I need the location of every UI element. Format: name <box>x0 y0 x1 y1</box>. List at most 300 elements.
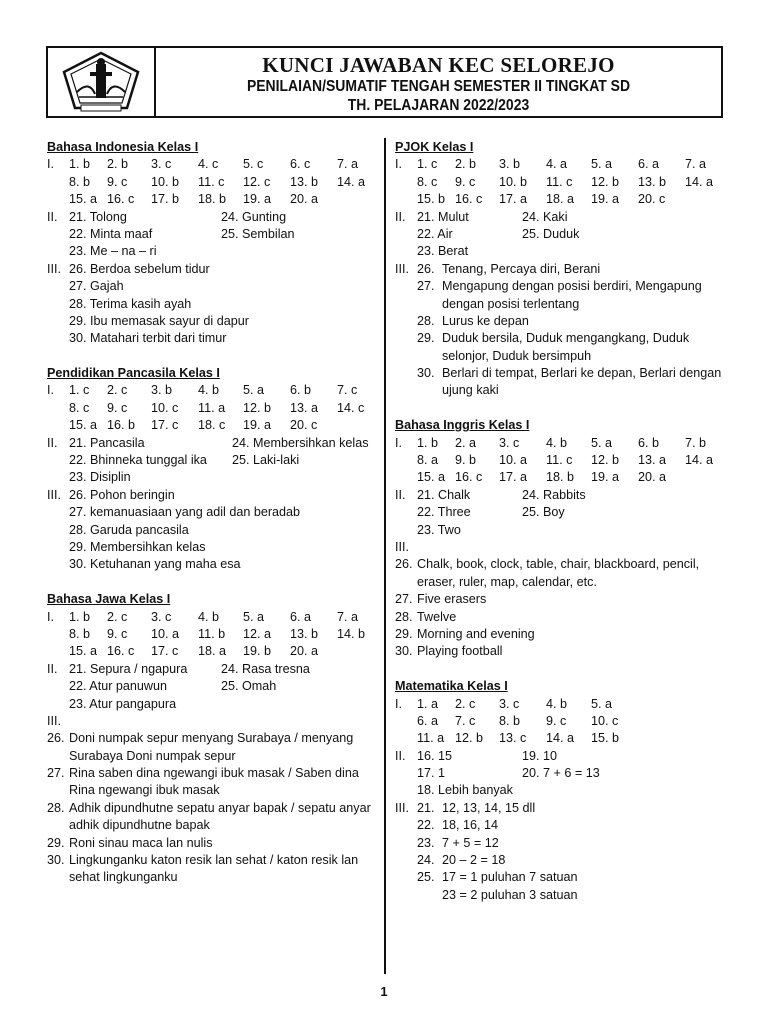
column-divider <box>384 138 386 974</box>
answer-text: 29. Ibu memasak sayur di dapur <box>69 313 249 328</box>
answer-line <box>395 382 725 399</box>
answer-cell: 7. c <box>337 383 358 398</box>
document-header <box>46 46 723 118</box>
answer-line <box>395 748 725 765</box>
answer-cell: 19. a <box>243 192 272 207</box>
answer-line <box>47 713 377 730</box>
roman-numeral: II. <box>47 209 58 224</box>
answer-text: 24. <box>417 853 435 868</box>
answer-line <box>47 782 377 799</box>
answer-cell: 9. c <box>546 713 567 728</box>
answer-cell: 9. c <box>455 174 476 189</box>
answer-text: 22. Three <box>417 505 471 520</box>
answer-cell: 12. b <box>455 731 484 746</box>
answer-cell: 17. c <box>151 418 179 433</box>
answer-cell: 12. b <box>243 400 272 415</box>
answer-text: 7 + 5 = 12 <box>442 835 499 850</box>
answer-cell: 6. a <box>290 609 312 624</box>
answer-cell: 3. c <box>151 157 172 172</box>
answer-text: 23. Disiplin <box>69 470 131 485</box>
answer-cell: 4. b <box>546 435 568 450</box>
answer-text: 25. Duduk <box>522 226 580 241</box>
section-title: PJOK Kelas I <box>395 140 474 154</box>
logo-cell <box>48 48 156 116</box>
answer-cell: 4. b <box>198 383 220 398</box>
answer-line <box>47 661 377 678</box>
section-title: Bahasa Jawa Kelas I <box>47 592 171 607</box>
answer-text: 26. Berdoa sebelum tidur <box>69 261 210 276</box>
answer-cell: 6. b <box>638 435 660 450</box>
answer-text: Five erasers <box>417 592 487 607</box>
answer-text: 28. <box>395 609 413 624</box>
section-title: Pendidikan Pancasila Kelas I <box>47 366 220 381</box>
answer-cell: 3. c <box>499 696 520 711</box>
answer-cell: 8. b <box>69 626 91 641</box>
answer-cell: 12. b <box>591 453 620 468</box>
answer-text: 29. Membersihkan kelas <box>69 539 206 554</box>
answer-text: dengan posisi terlentang <box>442 296 580 311</box>
answer-cell: 6. a <box>638 157 660 172</box>
answer-line <box>47 226 377 243</box>
answer-line <box>395 852 725 869</box>
answer-text: adhik dipundhutne bapak <box>69 818 210 833</box>
answer-cell: 9. c <box>107 174 128 189</box>
answer-cell: 18. c <box>198 418 226 433</box>
answer-text: 18, 16, 14 <box>442 818 499 833</box>
answer-text: 24. Membersihkan kelas <box>232 435 369 450</box>
answer-text: 26. <box>47 731 65 746</box>
answer-text: 23. <box>417 835 435 850</box>
answer-cell: 11. a <box>417 731 445 746</box>
answer-text: Lingkunganku katon resik lan sehat / katon resik lan <box>69 853 359 868</box>
answer-text: Roni sinau maca lan nulis <box>69 835 213 850</box>
answer-line <box>395 835 725 852</box>
answer-text: 12, 13, 14, 15 dll <box>442 800 536 815</box>
answer-line <box>395 869 725 886</box>
answer-text: 28. Terima kasih ayah <box>69 296 192 311</box>
answer-line <box>47 400 377 417</box>
answer-text: 27. <box>47 766 65 781</box>
answer-text: 20 – 2 = 18 <box>442 853 506 868</box>
answer-line <box>47 852 377 869</box>
right-column <box>395 139 725 904</box>
answer-cell: 10. b <box>499 174 528 189</box>
answer-cell: 17. b <box>151 192 180 207</box>
answer-text: 30. <box>417 366 435 381</box>
answer-cell: 16. c <box>455 192 483 207</box>
answer-cell: 17. a <box>499 192 528 207</box>
answer-line <box>395 209 725 226</box>
answer-text: 30. <box>47 853 65 868</box>
answer-text: 22. <box>417 818 435 833</box>
answer-text: 29. <box>395 626 413 641</box>
answer-cell: 13. c <box>499 731 527 746</box>
answer-line <box>395 817 725 834</box>
answer-line <box>395 713 725 730</box>
academic-year: TH. PELAJARAN 2022/2023 <box>347 97 530 114</box>
answer-cell: 2. b <box>455 157 477 172</box>
answer-text: 30. Ketuhanan yang maha esa <box>69 557 241 572</box>
answer-line <box>47 156 377 173</box>
answer-text: 30. <box>395 644 413 659</box>
answer-line <box>47 643 377 660</box>
answer-cell: 20. a <box>638 470 667 485</box>
answer-text: Lurus ke depan <box>442 313 529 328</box>
answer-line <box>395 504 725 521</box>
answer-cell: 15. b <box>591 731 620 746</box>
section-spacer <box>395 661 725 678</box>
answer-text: 26. <box>395 557 413 572</box>
answer-cell: 13. a <box>290 400 319 415</box>
answer-cell: 15. a <box>69 644 98 659</box>
answer-text: 22. Bhinneka tunggal ika <box>69 453 207 468</box>
answer-text: Twelve <box>417 609 457 624</box>
answer-text: 22. Minta maaf <box>69 226 153 241</box>
answer-line <box>47 556 377 573</box>
answer-cell: 5. a <box>591 696 613 711</box>
roman-numeral: III. <box>47 487 61 502</box>
answer-line <box>47 748 377 765</box>
answer-cell: 18. a <box>546 192 575 207</box>
answer-line <box>47 209 377 226</box>
roman-numeral: I. <box>395 435 402 450</box>
answer-cell: 4. b <box>198 609 220 624</box>
answer-cell: 17. c <box>151 644 179 659</box>
answer-cell: 2. c <box>455 696 476 711</box>
answer-cell: 8. a <box>417 453 439 468</box>
answer-text: Chalk, book, clock, table, chair, blackboard, pencil, <box>417 557 700 572</box>
answer-line <box>395 348 725 365</box>
answer-line <box>395 522 725 539</box>
answer-cell: 4. b <box>546 696 568 711</box>
answer-cell: 2. a <box>455 435 477 450</box>
answer-line <box>395 696 725 713</box>
answer-cell: 16. c <box>107 192 135 207</box>
answer-text: 18. Lebih banyak <box>417 783 513 798</box>
answer-cell: 19. a <box>591 470 620 485</box>
answer-text: selonjor, Duduk bersimpuh <box>442 348 592 363</box>
answer-cell: 8. c <box>417 174 438 189</box>
answer-line <box>47 330 377 347</box>
answer-cell: 10. c <box>591 713 619 728</box>
roman-numeral: III. <box>395 539 409 554</box>
answer-cell: 11. c <box>546 453 573 468</box>
answer-line <box>395 330 725 347</box>
answer-line <box>395 191 725 208</box>
answer-line <box>47 313 377 330</box>
answer-cell: 7. a <box>337 609 359 624</box>
answer-text: Rina ngewangi ibuk masak <box>69 783 220 798</box>
answer-line <box>395 643 725 660</box>
answer-text: 23. Atur pangapura <box>69 696 177 711</box>
answer-cell: 12. a <box>243 626 272 641</box>
answer-text: Doni numpak sepur menyang Surabaya / menyang <box>69 731 354 746</box>
answer-text: Rina saben dina ngewangi ibuk masak / Saben dina <box>69 766 359 781</box>
roman-numeral: I. <box>47 609 54 624</box>
answer-cell: 2. c <box>107 609 128 624</box>
answer-line <box>47 435 377 452</box>
answer-cell: 3. c <box>151 609 172 624</box>
section-title: Bahasa Inggris Kelas I <box>395 418 530 433</box>
answer-line <box>395 296 725 313</box>
answer-line <box>47 678 377 695</box>
answer-cell: 14. c <box>337 400 365 415</box>
answer-cell: 10. b <box>151 174 180 189</box>
answer-text: 25. Sembilan <box>221 226 295 241</box>
answer-line <box>395 539 725 556</box>
answer-cell: 8. b <box>499 713 521 728</box>
answer-text: Tenang, Percaya diri, Berani <box>442 261 601 276</box>
answer-cell: 14. a <box>685 174 714 189</box>
answer-line <box>395 487 725 504</box>
answer-cell: 17. a <box>499 470 528 485</box>
answer-text: Berlari di tempat, Berlari ke depan, Berlari dengan <box>442 366 722 381</box>
answer-cell: 2. c <box>107 383 128 398</box>
answer-cell: 9. c <box>107 400 128 415</box>
answer-cell: 11. a <box>198 400 226 415</box>
answer-cell: 1. c <box>417 157 438 172</box>
answer-line <box>47 417 377 434</box>
answer-text: 24. Gunting <box>221 209 287 224</box>
section-spacer <box>47 348 377 365</box>
answer-text: 23 = 2 puluhan 3 satuan <box>442 887 578 902</box>
answer-cell: 19. a <box>591 192 620 207</box>
answer-text: Playing football <box>417 644 503 659</box>
answer-text: 28. <box>47 800 65 815</box>
answer-cell: 15. b <box>417 192 446 207</box>
answer-cell: 1. c <box>69 383 90 398</box>
answer-line <box>47 730 377 747</box>
answer-line <box>47 800 377 817</box>
roman-numeral: III. <box>395 261 409 276</box>
answer-text: Surabaya Doni numpak sepur <box>69 748 236 763</box>
answer-text: Morning and evening <box>417 626 535 641</box>
district-emblem-icon <box>59 50 143 114</box>
answer-line <box>395 574 725 591</box>
answer-text: 29. <box>417 331 435 346</box>
answer-line <box>47 522 377 539</box>
answer-text: 19. 10 <box>522 748 558 763</box>
answer-line <box>47 539 377 556</box>
answer-cell: 7. a <box>685 157 707 172</box>
answer-cell: 16. c <box>107 644 135 659</box>
answer-cell: 9. b <box>455 453 477 468</box>
answer-text: 25. <box>417 870 435 885</box>
answer-cell: 19. a <box>243 418 272 433</box>
answer-cell: 5. a <box>591 157 613 172</box>
answer-cell: 5. c <box>243 157 264 172</box>
answer-cell: 14. b <box>337 626 366 641</box>
document-title: KUNCI JAWABAN KEC SELOREJO <box>262 53 615 77</box>
answer-cell: 20. c <box>290 418 318 433</box>
answer-cell: 3. c <box>499 435 520 450</box>
answer-cell: 11. c <box>546 174 573 189</box>
answer-cell: 5. a <box>243 609 265 624</box>
answer-text: Adhik dipundhutne sepatu anyar bapak / sepatu anyar <box>69 800 371 815</box>
answer-cell: 10. a <box>151 626 180 641</box>
answer-text: 25. Omah <box>221 679 277 694</box>
answer-cell: 13. b <box>638 174 667 189</box>
answer-cell: 12. b <box>591 174 620 189</box>
answer-cell: 14. a <box>685 453 714 468</box>
left-column <box>47 139 377 887</box>
answer-text: sehat lingkunganku <box>69 870 178 885</box>
answer-text: 21. Mulut <box>417 209 469 224</box>
answer-line <box>47 869 377 886</box>
answer-line <box>47 174 377 191</box>
answer-line <box>395 365 725 382</box>
answer-cell: 11. c <box>198 174 225 189</box>
roman-numeral: I. <box>47 383 54 398</box>
roman-numeral: I. <box>395 696 402 711</box>
answer-cell: 7. c <box>455 713 476 728</box>
answer-cell: 15. a <box>69 192 98 207</box>
answer-text: 23. Berat <box>417 244 469 259</box>
document-subtitle: PENILAIAN/SUMATIF TENGAH SEMESTER II TINGKAT SD <box>246 78 631 95</box>
answer-cell: 8. b <box>69 174 91 189</box>
roman-numeral: III. <box>395 800 409 815</box>
answer-line <box>395 469 725 486</box>
answer-text: 21. Tolong <box>69 209 127 224</box>
answer-text: 24. Kaki <box>522 209 568 224</box>
answer-text: 24. Rabbits <box>522 487 586 502</box>
answer-cell: 5. a <box>591 435 613 450</box>
answer-cell: 3. b <box>151 383 173 398</box>
roman-numeral: I. <box>47 157 54 172</box>
answer-cell: 1. b <box>417 435 439 450</box>
answer-line <box>395 174 725 191</box>
answer-text: 27. Gajah <box>69 279 124 294</box>
section-spacer <box>47 574 377 591</box>
answer-text: 29. <box>47 835 65 850</box>
answer-line <box>395 626 725 643</box>
answer-line <box>395 313 725 330</box>
answer-line <box>47 765 377 782</box>
answer-line <box>47 696 377 713</box>
answer-line <box>47 469 377 486</box>
answer-text: 24. Rasa tresna <box>221 661 310 676</box>
answer-cell: 10. c <box>151 400 179 415</box>
answer-line <box>395 765 725 782</box>
answer-cell: 20. c <box>638 192 666 207</box>
answer-cell: 18. a <box>198 644 227 659</box>
answer-text: 28. <box>417 313 435 328</box>
answer-line <box>395 730 725 747</box>
answer-cell: 12. c <box>243 174 271 189</box>
answer-text: 21. Pancasila <box>69 435 145 450</box>
answer-cell: 14. a <box>546 731 575 746</box>
roman-numeral: II. <box>47 661 58 676</box>
answer-text: ujung kaki <box>442 383 499 398</box>
answer-cell: 7. a <box>337 157 359 172</box>
answer-line <box>47 278 377 295</box>
answer-text: 21. <box>417 800 435 815</box>
answer-text: 27. <box>417 279 435 294</box>
answer-text: 20. 7 + 6 = 13 <box>522 766 600 781</box>
answer-cell: 13. b <box>290 174 319 189</box>
answer-text: 26. <box>417 261 435 276</box>
answer-line <box>47 296 377 313</box>
answer-line <box>395 261 725 278</box>
answer-line <box>395 452 725 469</box>
answer-line <box>47 452 377 469</box>
answer-line <box>47 835 377 852</box>
answer-line <box>395 782 725 799</box>
answer-cell: 16. c <box>455 470 483 485</box>
answer-line <box>47 191 377 208</box>
answer-cell: 3. b <box>499 157 521 172</box>
answer-line <box>395 156 725 173</box>
answer-text: 22. Air <box>417 226 453 241</box>
roman-numeral: III. <box>47 713 61 728</box>
section-spacer <box>395 400 725 417</box>
answer-cell: 13. a <box>638 453 667 468</box>
answer-line <box>395 226 725 243</box>
answer-line <box>395 800 725 817</box>
answer-line <box>47 626 377 643</box>
answer-line <box>395 278 725 295</box>
page-number: 1 <box>380 984 388 999</box>
answer-cell: 1. b <box>69 157 91 172</box>
answer-cell: 6. a <box>417 713 439 728</box>
answer-text: 25. Laki-laki <box>232 453 300 468</box>
answer-line <box>47 382 377 399</box>
answer-text: 21. Sepura / ngapura <box>69 661 188 676</box>
answer-cell: 4. c <box>198 157 219 172</box>
answer-cell: 16. b <box>107 418 136 433</box>
answer-line <box>47 817 377 834</box>
answer-cell: 9. c <box>107 626 128 641</box>
roman-numeral: II. <box>395 487 406 502</box>
answer-cell: 6. b <box>290 383 312 398</box>
answer-line <box>395 556 725 573</box>
answer-text: 25. Boy <box>522 505 565 520</box>
answer-cell: 4. a <box>546 157 568 172</box>
answer-line <box>47 487 377 504</box>
answer-text: eraser, ruler, map, calendar, etc. <box>417 574 597 589</box>
answer-line <box>47 504 377 521</box>
section-title: Matematika Kelas I <box>395 679 508 694</box>
answer-cell: 11. b <box>198 626 226 641</box>
roman-numeral: III. <box>47 261 61 276</box>
answer-line <box>47 243 377 260</box>
roman-numeral: II. <box>395 209 406 224</box>
answer-cell: 20. a <box>290 192 319 207</box>
answer-line <box>395 243 725 260</box>
answer-cell: 5. a <box>243 383 265 398</box>
answer-text: 26. Pohon beringin <box>69 487 175 502</box>
answer-cell: 10. a <box>499 453 528 468</box>
answer-cell: 1. a <box>417 696 439 711</box>
answer-line <box>395 887 725 904</box>
answer-line <box>47 261 377 278</box>
answer-cell: 1. b <box>69 609 91 624</box>
answer-text: 27. kemanuasiaan yang adil dan beradab <box>69 505 301 520</box>
answer-text: 30. Matahari terbit dari timur <box>69 331 227 346</box>
answer-line <box>395 591 725 608</box>
answer-cell: 20. a <box>290 644 319 659</box>
section-title: Bahasa Indonesia Kelas I <box>47 140 199 154</box>
answer-cell: 14. a <box>337 174 366 189</box>
roman-numeral: II. <box>395 748 406 763</box>
answer-text: 22. Atur panuwun <box>69 679 168 694</box>
answer-text: 23. Me – na – ri <box>69 244 157 259</box>
answer-cell: 8. c <box>69 400 90 415</box>
answer-text: 27. <box>395 592 413 607</box>
answer-cell: 15. a <box>417 470 446 485</box>
answer-line <box>395 435 725 452</box>
answer-text: Mengapung dengan posisi berdiri, Mengapung <box>442 279 702 294</box>
